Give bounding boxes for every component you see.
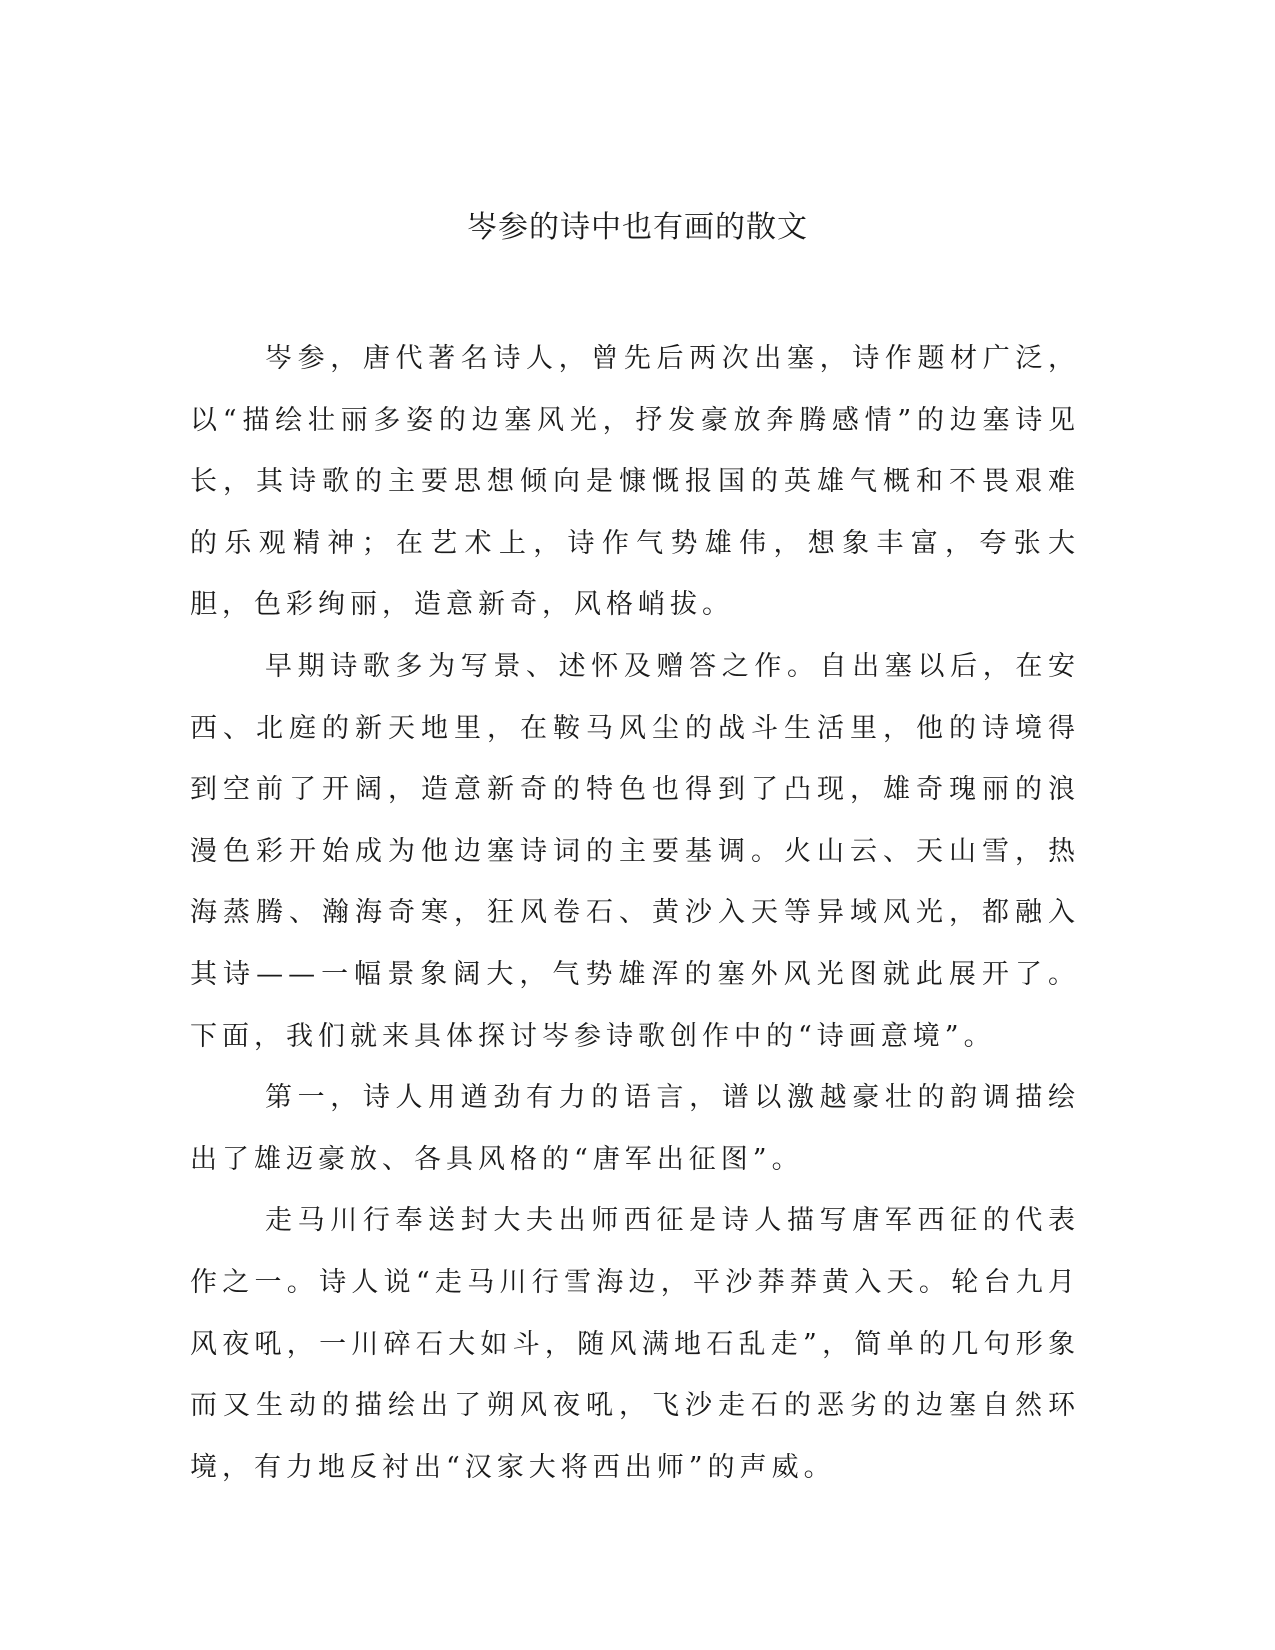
paragraph-1: 岑参，唐代著名诗人，曾先后两次出塞，诗作题材广泛，以“描绘壮丽多姿的边塞风光，抒发豪放奔腾感情”的边塞诗见长，其诗歌的主要思想倾向是慷慨报国的英雄气概和不畏艰难的乐观精神；在艺术上，诗作气势雄伟，想象丰富，夸张大胆，色彩绚丽，造意新奇，风格峭拔。 <box>190 343 1080 621</box>
paragraph-3: 第一，诗人用遒劲有力的语言，谱以激越豪壮的韵调描绘出了雄迈豪放、各具风格的“唐军出征图”。 <box>190 1082 1080 1175</box>
document-title: 岑参的诗中也有画的散文 <box>467 210 808 245</box>
document-body <box>190 328 1080 1498</box>
paragraph-4: 走马川行奉送封大夫出师西征是诗人描写唐军西征的代表作之一。诗人说“走马川行雪海边，平沙莽莽黄入天。轮台九月风夜吼，一川碎石大如斗，随风满地石乱走”，简单的几句形象而又生动的描绘出了朔风夜吼，飞沙走石的恶劣的边塞自然环境，有力地反衬出“汉家大将西出师”的声威。 <box>190 1205 1080 1483</box>
paragraph-2: 早期诗歌多为写景、述怀及赠答之作。自出塞以后，在安西、北庭的新天地里，在鞍马风尘的战斗生活里，他的诗境得到空前了开阔，造意新奇的特色也得到了凸现，雄奇瑰丽的浪漫色彩开始成为他边塞诗词的主要基调。火山云、天山雪，热海蒸腾、瀚海奇寒，狂风卷石、黄沙入天等异域风光，都融入其诗——一幅景象阔大，气势雄浑的塞外风光图就此展开了。下面，我们就来具体探讨岑参诗歌创作中的“诗画意境”。 <box>190 650 1080 1052</box>
